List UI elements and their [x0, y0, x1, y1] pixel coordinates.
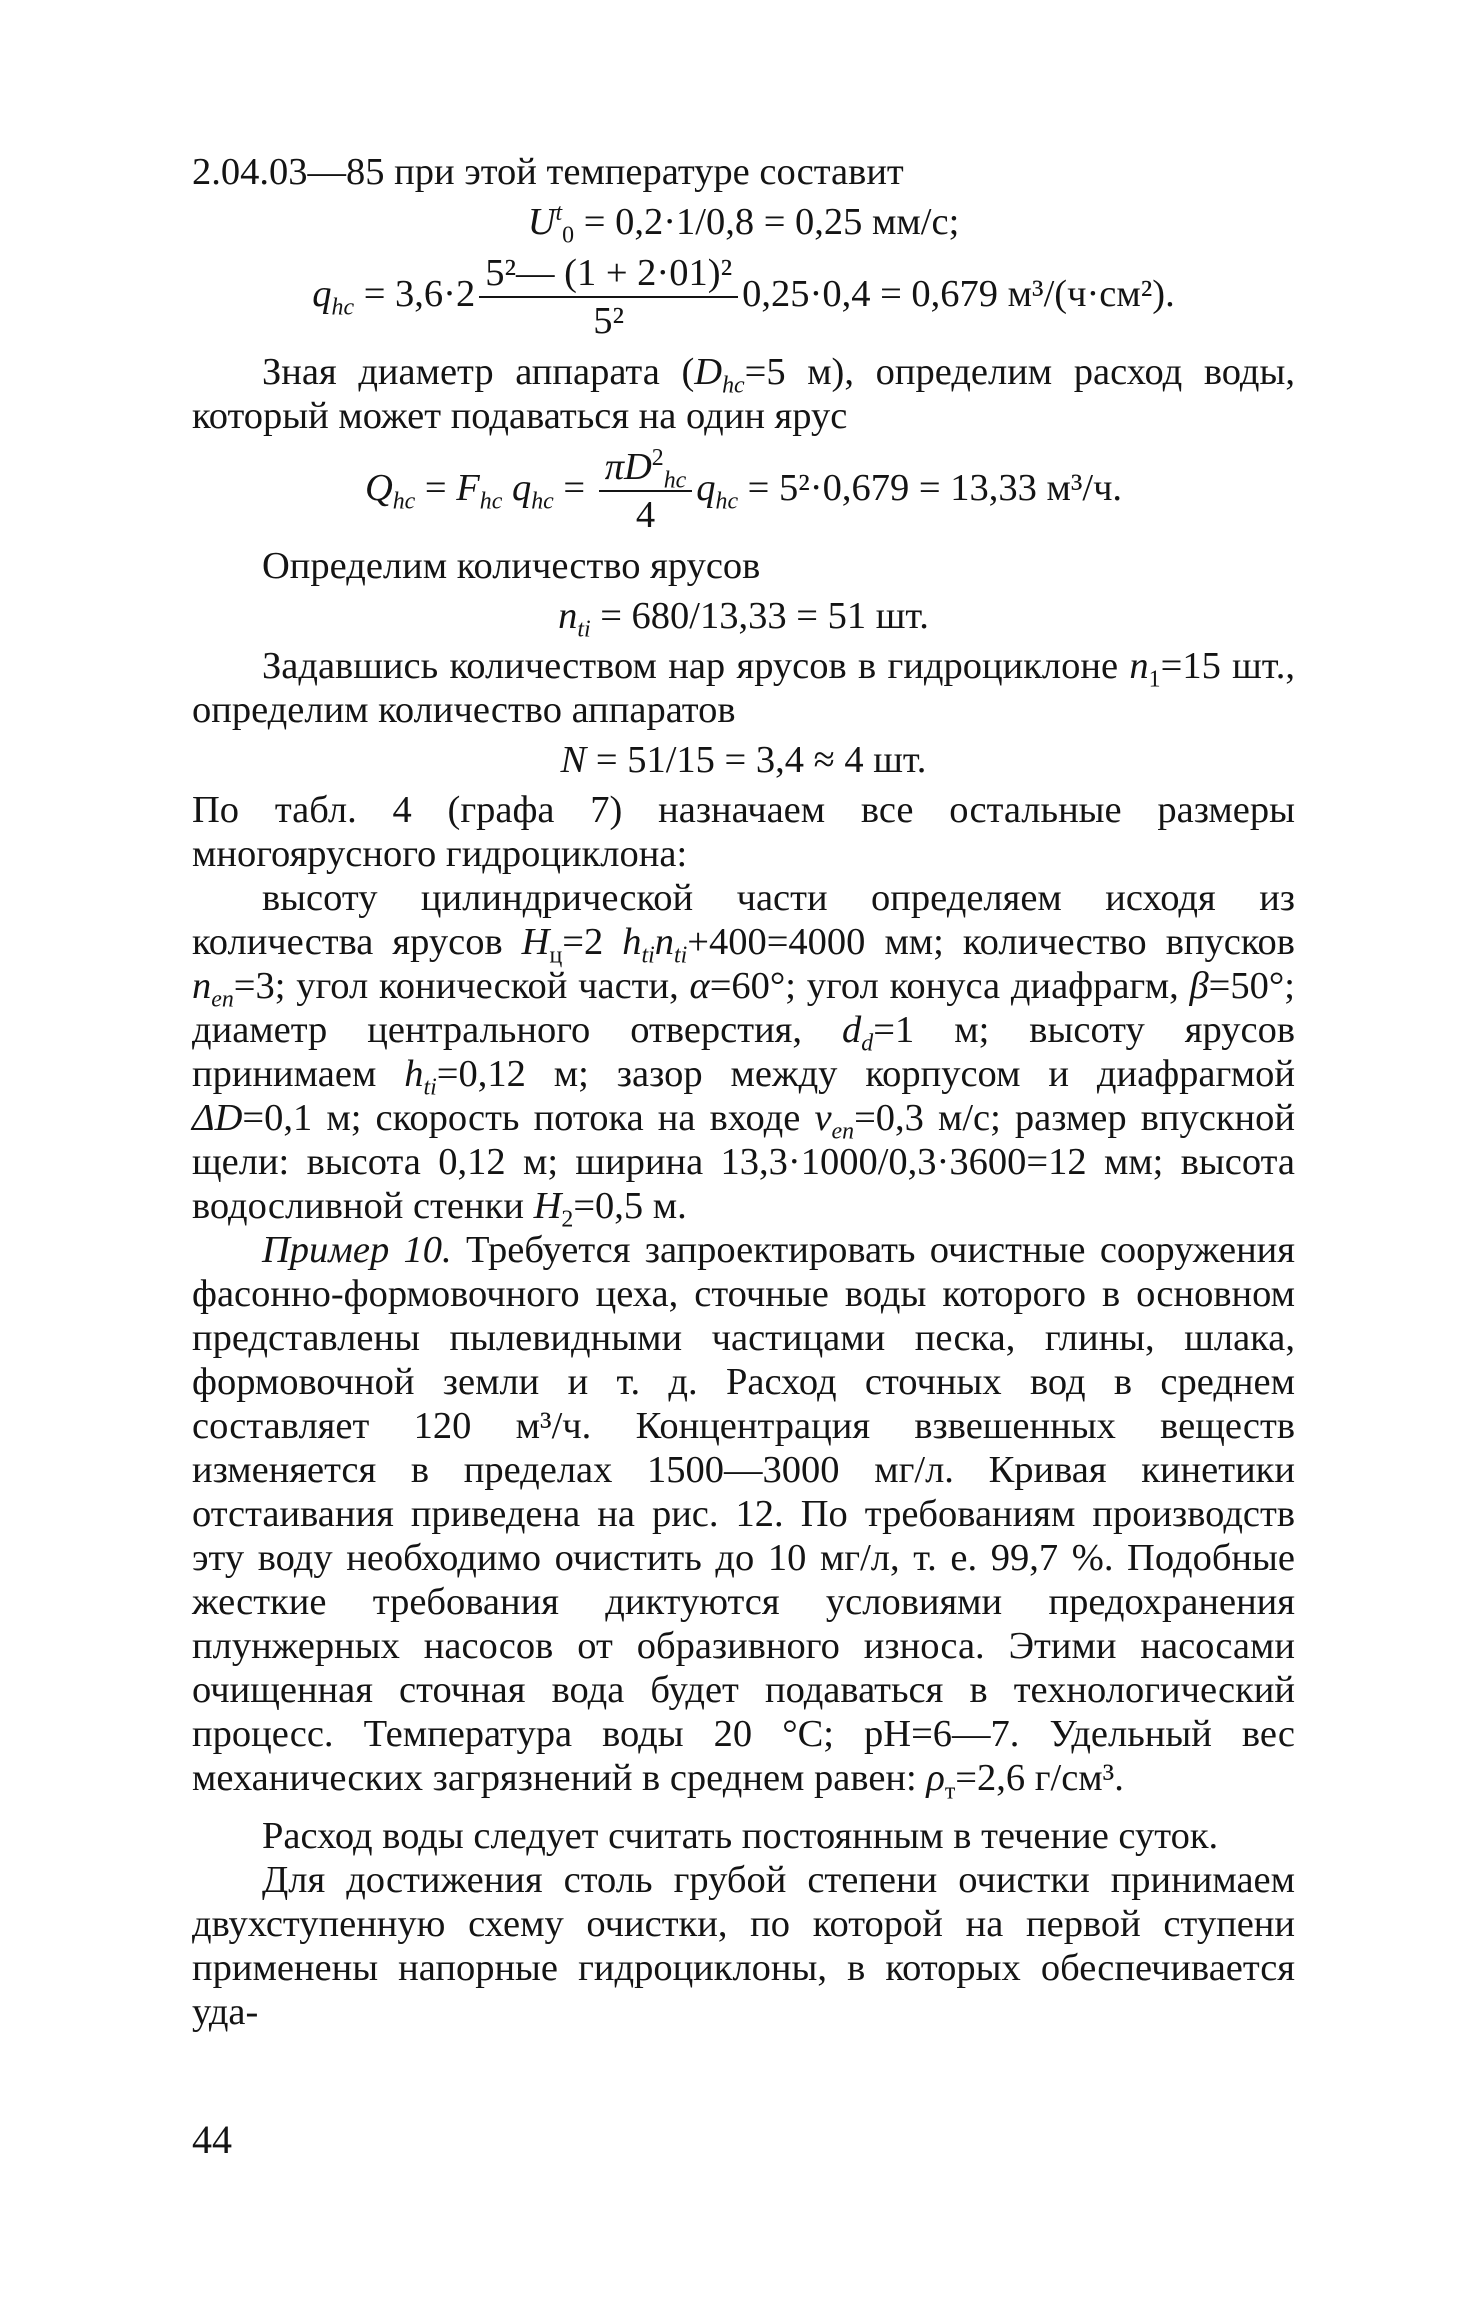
- q2-subscript: hc: [531, 488, 554, 515]
- H2-subscript: 2: [561, 1206, 574, 1233]
- sizes-b: =2: [562, 921, 623, 963]
- equation-nti: [192, 594, 1295, 643]
- nti-symbol: n: [654, 921, 674, 963]
- deltaD-symbol: ΔD: [192, 1097, 243, 1139]
- diam-symbol: D: [694, 351, 723, 393]
- H-symbol: H: [521, 921, 550, 963]
- sizes-a: высоту цилиндрической части определяем исходя из количества ярусов: [192, 877, 1295, 963]
- example-text: Требуется запроектировать очистные сооружения фасонно-формовочного цеха, сточные воды которого в основном представлены пылевидными частицами песка, глины, шлака, формовочной земли и т. д. Расход сточных вод в среднем составляет 120 м³/ч. Концентрация взвешенных веществ изменяется в пределах 1500—3000 мг/л. Кривая кинетики отстаивания приведена на рис. 12. По требованиям производств эту воду необходимо очистить до 10 мг/л, т. е. 99,7 %. Подобные жесткие требования диктуются условиями предохранения плунжерных насосов от образивного износа. Этими насосами очищенная сточная вода будет подаваться в технологический процесс. Температура воды 20 °С; pH=6—7. Удельный вес механических загрязнений в среднем равен:: [192, 1229, 1295, 1799]
- n-symbol: n: [558, 595, 578, 637]
- q3-subscript: hc: [715, 488, 739, 515]
- sizes-j: =0,3 м/с; размер впускной щели: высота 0,12 м; ширина 13,3·1000/0,3·3600=12 мм; высота водосливной стенки: [192, 1097, 1295, 1227]
- diam-subscript: hc: [722, 372, 745, 399]
- diam-text-1: Зная диаметр аппарата (: [262, 351, 695, 393]
- sizes-g: =1 м; высоту ярусов принимаем: [192, 1009, 1295, 1095]
- H-subscript: ц: [549, 942, 563, 969]
- pairs-symbol: n: [1129, 645, 1149, 687]
- diam-text-2: =5 м), определим расход воды, который может подаваться на один ярус: [192, 351, 1295, 437]
- u-rhs: = 0,2·1/0,8 = 0,25 мм/с;: [583, 201, 960, 243]
- Q-denominator: 4: [635, 494, 656, 536]
- Q-symbol: Q: [364, 466, 393, 509]
- n-rhs: = 680/13,33 = 51 шт.: [600, 595, 929, 637]
- sizes-e: =60°; угол конуса диафрагм,: [709, 965, 1190, 1007]
- dd-symbol: d: [842, 1009, 862, 1051]
- F-symbol: F: [456, 466, 480, 509]
- q-subscript: hc: [331, 294, 355, 321]
- paragraph-count-tiers: Определим количество ярусов: [262, 545, 761, 587]
- Q-subscript: hc: [392, 488, 416, 515]
- pairs-text-1: Задавшись количеством нар ярусов в гидроциклоне: [262, 645, 1130, 687]
- n-subscript: ti: [577, 616, 591, 643]
- u-symbol: U: [527, 201, 556, 243]
- nen-subscript: en: [211, 986, 234, 1013]
- pairs-subscript: 1: [1148, 666, 1161, 693]
- D-superscript: 2: [651, 445, 664, 472]
- equation-N: [192, 738, 1295, 782]
- q-rhs: 0,25·0,4 = 0,679 м³/(ч·см²).: [742, 272, 1175, 315]
- paragraph-example-10: [192, 1228, 1295, 1805]
- D-symbol: D: [623, 446, 652, 488]
- paragraph-constant-flow: Расход воды следует считать постоянным в течение суток.: [262, 1815, 1219, 1857]
- sizes-d: =3; угол конической части,: [233, 965, 690, 1007]
- q-coef: = 3,6·2: [363, 272, 476, 315]
- q-symbol: q: [312, 272, 332, 315]
- beta-symbol: β: [1189, 965, 1209, 1007]
- u-subscript: 0: [562, 222, 575, 249]
- example-tail: =2,6 г/см³.: [955, 1757, 1124, 1799]
- intro-text: 2.04.03—85 при этой температуре составит: [192, 151, 904, 193]
- Q-fraction: [599, 444, 693, 538]
- sizes-i: =0,1 м; скорость потока на входе: [242, 1097, 815, 1139]
- nen-symbol: n: [192, 965, 212, 1007]
- rho-subscript: т: [944, 1778, 956, 1805]
- rho-symbol: ρ: [926, 1757, 945, 1799]
- equation-Qhc: [192, 444, 1295, 538]
- u-superscript: t: [555, 200, 563, 227]
- equation-qhc: [192, 250, 1295, 344]
- Q-equals-2: =: [553, 466, 595, 509]
- alpha-symbol: α: [689, 965, 710, 1007]
- F-subscript: hc: [479, 488, 503, 515]
- pairs-text-2: =15 шт., определим количество аппаратов: [192, 645, 1295, 731]
- q-numerator: 5²— (1 + 2·01)²: [479, 250, 738, 298]
- page-number: 44: [192, 2117, 232, 2162]
- q3-symbol: q: [696, 466, 716, 509]
- sizes-f: =50°; диаметр центрального отверстия,: [192, 965, 1295, 1051]
- sizes-h2: =0,12 м; зазор между корпусом и диафрагмой: [436, 1053, 1295, 1095]
- sizes-c: +400=4000 мм; количество впусков: [687, 921, 1295, 963]
- v-subscript: en: [831, 1118, 855, 1145]
- D-subscript: hc: [663, 467, 687, 494]
- Q-rhs: = 5²·0,679 = 13,33 м³/ч.: [738, 466, 1123, 509]
- h-subscript: ti: [641, 942, 655, 969]
- paragraph-table: По табл. 4 (графа 7) назначаем все остальные размеры многоярусного гидроциклона:: [192, 789, 1295, 875]
- v-symbol: v: [814, 1097, 832, 1139]
- Q-equals-1: =: [415, 466, 457, 509]
- hti-symbol: h: [404, 1053, 424, 1095]
- sizes-k: =0,5 м.: [573, 1185, 687, 1227]
- equation-u0: [192, 200, 1295, 249]
- N-rhs: = 51/15 = 3,4 ≈ 4 шт.: [595, 739, 927, 781]
- nti-subscript: ti: [673, 942, 688, 969]
- Q-numerator: [599, 444, 693, 492]
- hti-subscript: ti: [423, 1074, 437, 1101]
- example-label: Пример 10.: [262, 1229, 452, 1271]
- H2-symbol: H: [533, 1185, 562, 1227]
- paragraph-diameter: [192, 350, 1295, 438]
- q-fraction: [479, 250, 738, 344]
- paragraph-pairs: [192, 644, 1295, 732]
- q-denominator: 5²: [593, 300, 625, 342]
- dd-subscript: d: [861, 1030, 874, 1057]
- paragraph-final: Для достижения столь грубой степени очистки принимаем двухступенную схему очистки, по которой на первой ступени применены напорные гидроциклоны, в которых обеспечивается уда-: [192, 1859, 1295, 2033]
- pi-symbol: π: [604, 446, 624, 488]
- q2-symbol: q: [511, 466, 532, 509]
- paragraph-sizes: [192, 876, 1295, 1233]
- h-symbol: h: [622, 921, 642, 963]
- N-symbol: N: [560, 739, 587, 781]
